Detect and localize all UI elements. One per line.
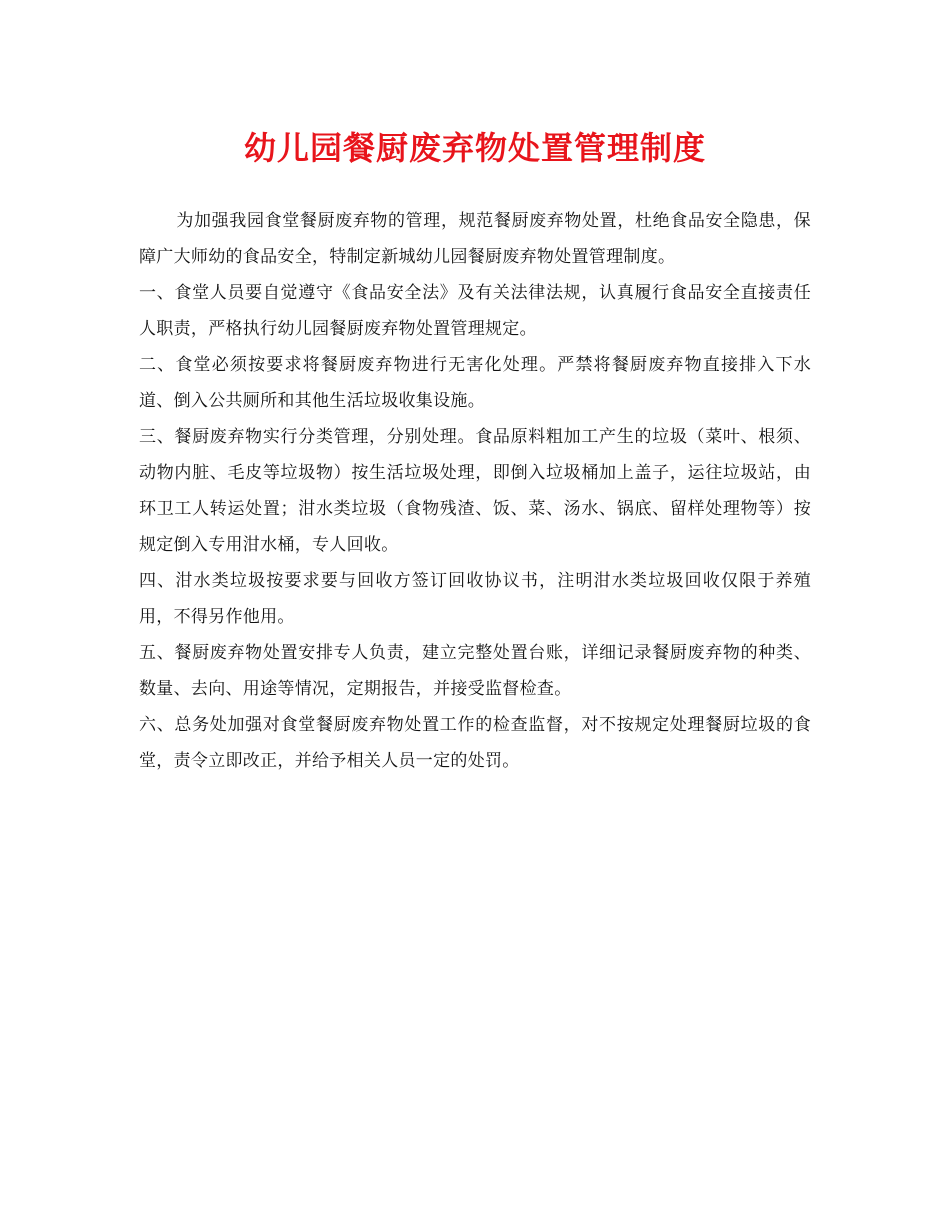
rule-paragraph-5: 五、餐厨废弃物处置安排专人负责，建立完整处置台账，详细记录餐厨废弃物的种类、数量、去向、用途等情况，定期报告，并接受监督检查。 <box>139 643 811 699</box>
rule-paragraph-2: 二、食堂必须按要求将餐厨废弃物进行无害化处理。严禁将餐厨废弃物直接排入下水道、倒入公共厕所和其他生活垃圾收集设施。 <box>139 355 811 411</box>
rule-paragraph-6: 六、总务处加强对食堂餐厨废弃物处置工作的检查监督，对不按规定处理餐厨垃圾的食堂，责令立即改正，并给予相关人员一定的处罚。 <box>139 715 811 771</box>
intro-paragraph: 为加强我园食堂餐厨废弃物的管理，规范餐厨废弃物处置，杜绝食品安全隐患，保障广大师幼的食品安全，特制定新城幼儿园餐厨废弃物处置管理制度。 <box>139 211 811 267</box>
rule-paragraph-4: 四、泔水类垃圾按要求要与回收方签订回收协议书，注明泔水类垃圾回收仅限于养殖用，不得另作他用。 <box>139 571 811 627</box>
rule-paragraph-1: 一、食堂人员要自觉遵守《食品安全法》及有关法律法规，认真履行食品安全直接责任人职责，严格执行幼儿园餐厨废弃物处置管理规定。 <box>139 283 811 339</box>
rule-paragraph-3: 三、餐厨废弃物实行分类管理，分别处理。食品原料粗加工产生的垃圾（菜叶、根须、动物内脏、毛皮等垃圾物）按生活垃圾处理，即倒入垃圾桶加上盖子，运往垃圾站，由环卫工人转运处置；泔水类垃圾（食物残渣、饭、菜、汤水、锅底、留样处理物等）按规定倒入专用泔水桶，专人回收。 <box>139 427 811 555</box>
document-body <box>139 203 811 779</box>
document-title: 幼儿园餐厨废弃物处置管理制度 <box>243 129 706 167</box>
